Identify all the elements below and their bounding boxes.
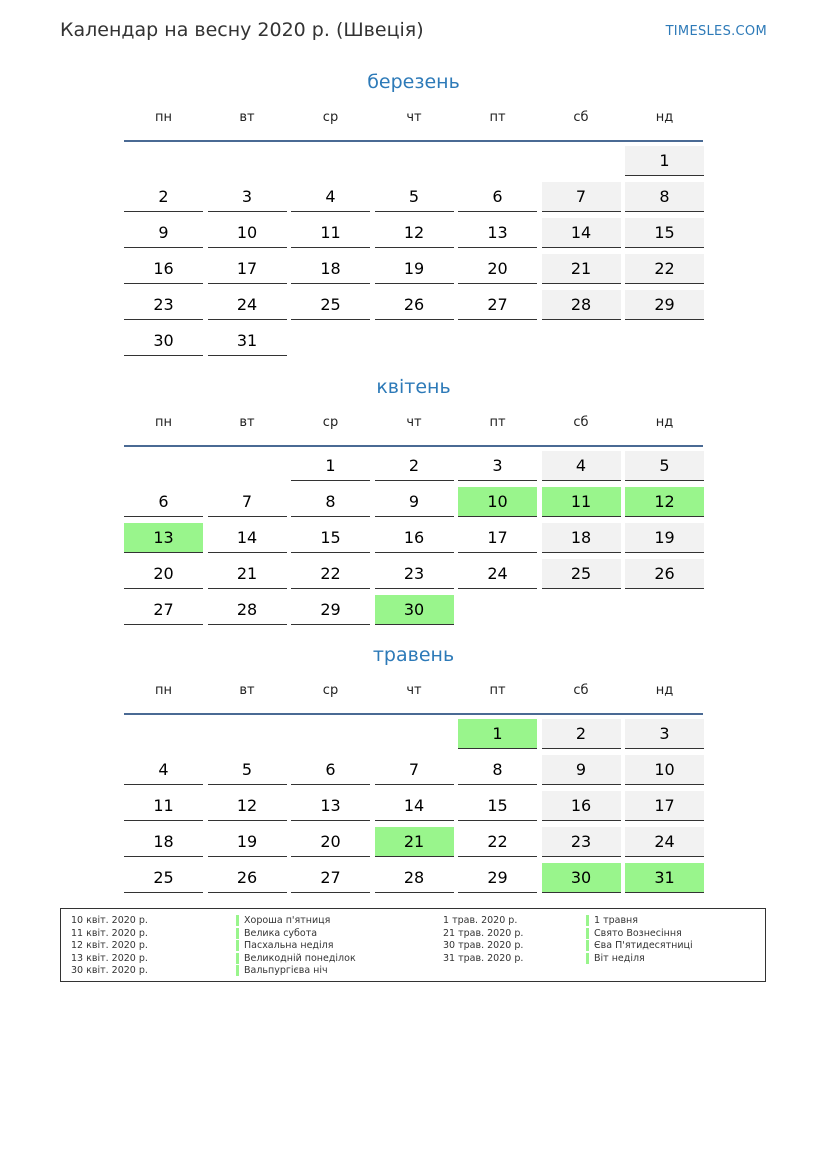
day-cell: 19 (625, 523, 704, 553)
month-name: березень (367, 71, 460, 93)
weekday-label: чт (406, 683, 422, 698)
day-cell: 10 (208, 218, 287, 248)
weekday-header (124, 401, 703, 447)
legend-holiday-name: Хороша п'ятниця (236, 915, 330, 926)
holiday-day-cell: 30 (375, 595, 454, 625)
weekday-label: чт (406, 110, 422, 125)
day-cell: 21 (542, 254, 621, 284)
day-cell: 11 (124, 791, 203, 821)
legend-holiday-name: Єва П'ятидесятниці (586, 940, 693, 951)
month-calendar (124, 373, 703, 619)
day-cell: 6 (291, 755, 370, 785)
day-cell: 9 (124, 218, 203, 248)
month-name: травень (372, 644, 455, 666)
day-cell: 28 (542, 290, 621, 320)
legend-date: 30 трав. 2020 р. (443, 940, 524, 952)
weekday-label: пт (489, 683, 506, 698)
legend-date: 13 квіт. 2020 р. (71, 952, 148, 964)
day-cell: 13 (291, 791, 370, 821)
day-cell: 24 (458, 559, 537, 589)
day-cell: 20 (458, 254, 537, 284)
day-cell: 9 (375, 487, 454, 517)
day-cell: 8 (625, 182, 704, 212)
day-cell: 22 (625, 254, 704, 284)
day-cell: 27 (291, 863, 370, 893)
legend-date: 11 квіт. 2020 р. (71, 927, 148, 939)
day-cell: 25 (291, 290, 370, 320)
day-cell: 27 (124, 595, 203, 625)
weekday-label: пн (155, 415, 172, 430)
legend-date: 30 квіт. 2020 р. (71, 965, 148, 977)
day-cell: 16 (124, 254, 203, 284)
day-cell: 4 (291, 182, 370, 212)
day-cell: 13 (458, 218, 537, 248)
holiday-legend (60, 908, 766, 982)
day-cell: 30 (124, 326, 203, 356)
legend-holiday-name: Великодній понеділок (236, 953, 356, 964)
day-cell: 29 (291, 595, 370, 625)
day-cell: 17 (458, 523, 537, 553)
day-cell: 24 (208, 290, 287, 320)
weekday-label: вт (239, 683, 255, 698)
weekday-label: сб (573, 415, 589, 430)
day-cell: 17 (625, 791, 704, 821)
holiday-day-cell: 1 (458, 719, 537, 749)
day-cell: 10 (625, 755, 704, 785)
day-cell: 27 (458, 290, 537, 320)
weekday-label: пн (155, 683, 172, 698)
legend-holiday-name: Вальпургієва ніч (236, 965, 328, 976)
day-cell: 17 (208, 254, 287, 284)
day-cell: 2 (542, 719, 621, 749)
day-cell: 7 (208, 487, 287, 517)
day-cell: 9 (542, 755, 621, 785)
weekday-header (124, 96, 703, 142)
day-cell: 15 (458, 791, 537, 821)
holiday-day-cell: 11 (542, 487, 621, 517)
day-cell: 16 (542, 791, 621, 821)
weekday-label: нд (655, 415, 674, 430)
weekday-label: вт (239, 110, 255, 125)
legend-holiday-name: Віт неділя (586, 953, 645, 964)
day-cell: 3 (208, 182, 287, 212)
day-cell: 23 (542, 827, 621, 857)
day-cell: 2 (124, 182, 203, 212)
day-cell: 5 (375, 182, 454, 212)
day-cell: 26 (375, 290, 454, 320)
day-cell: 18 (291, 254, 370, 284)
day-cell: 6 (458, 182, 537, 212)
day-cell: 25 (124, 863, 203, 893)
day-cell: 11 (291, 218, 370, 248)
day-cell: 4 (124, 755, 203, 785)
weekday-label: ср (322, 110, 339, 125)
weekday-label: нд (655, 683, 674, 698)
day-cell: 31 (208, 326, 287, 356)
day-cell: 25 (542, 559, 621, 589)
holiday-day-cell: 21 (375, 827, 454, 857)
legend-holiday-name: Велика субота (236, 928, 317, 939)
day-cell: 15 (291, 523, 370, 553)
legend-holiday-name: Свято Вознесіння (586, 928, 682, 939)
month-calendar (124, 68, 703, 350)
holiday-day-cell: 13 (124, 523, 203, 553)
day-cell: 28 (208, 595, 287, 625)
day-cell: 3 (458, 451, 537, 481)
legend-holiday-name: Пасхальна неділя (236, 940, 333, 951)
day-cell: 18 (124, 827, 203, 857)
site-link[interactable]: TIMESLES.COM (665, 24, 767, 39)
day-cell: 1 (291, 451, 370, 481)
day-cell: 14 (375, 791, 454, 821)
holiday-day-cell: 12 (625, 487, 704, 517)
day-cell: 15 (625, 218, 704, 248)
day-cell: 18 (542, 523, 621, 553)
weekday-label: ср (322, 415, 339, 430)
day-cell: 21 (208, 559, 287, 589)
weekday-label: нд (655, 110, 674, 125)
month-calendar (124, 641, 703, 887)
day-cell: 28 (375, 863, 454, 893)
weekday-label: вт (239, 415, 255, 430)
day-cell: 29 (625, 290, 704, 320)
day-cell: 8 (291, 487, 370, 517)
day-cell: 12 (375, 218, 454, 248)
weekday-label: сб (573, 110, 589, 125)
holiday-day-cell: 10 (458, 487, 537, 517)
day-cell: 20 (124, 559, 203, 589)
day-cell: 5 (625, 451, 704, 481)
day-cell: 3 (625, 719, 704, 749)
day-cell: 26 (625, 559, 704, 589)
weekday-label: чт (406, 415, 422, 430)
month-name: квітень (376, 376, 451, 398)
day-cell: 20 (291, 827, 370, 857)
day-cell: 12 (208, 791, 287, 821)
day-cell: 24 (625, 827, 704, 857)
legend-date: 1 трав. 2020 р. (443, 915, 518, 926)
day-cell: 19 (375, 254, 454, 284)
page-title: Календар на весну 2020 р. (Швеція) (60, 19, 424, 41)
day-cell: 29 (458, 863, 537, 893)
day-cell: 23 (124, 290, 203, 320)
day-cell: 5 (208, 755, 287, 785)
day-cell: 22 (458, 827, 537, 857)
day-cell: 7 (542, 182, 621, 212)
day-cell: 4 (542, 451, 621, 481)
day-cell: 16 (375, 523, 454, 553)
day-cell: 7 (375, 755, 454, 785)
day-cell: 26 (208, 863, 287, 893)
weekday-label: пт (489, 110, 506, 125)
day-cell: 22 (291, 559, 370, 589)
day-cell: 8 (458, 755, 537, 785)
holiday-day-cell: 31 (625, 863, 704, 893)
legend-holiday-name: 1 травня (586, 915, 638, 926)
day-cell: 14 (208, 523, 287, 553)
weekday-label: пт (489, 415, 506, 430)
weekday-label: сб (573, 683, 589, 698)
holiday-day-cell: 30 (542, 863, 621, 893)
day-cell: 2 (375, 451, 454, 481)
weekday-header (124, 669, 703, 715)
weekday-label: ср (322, 683, 339, 698)
day-cell: 23 (375, 559, 454, 589)
day-cell: 19 (208, 827, 287, 857)
legend-date: 21 трав. 2020 р. (443, 927, 524, 939)
day-cell: 14 (542, 218, 621, 248)
day-cell: 6 (124, 487, 203, 517)
day-cell: 1 (625, 146, 704, 176)
legend-date: 31 трав. 2020 р. (443, 952, 524, 964)
legend-date: 12 квіт. 2020 р. (71, 940, 148, 952)
weekday-label: пн (155, 110, 172, 125)
legend-date: 10 квіт. 2020 р. (71, 915, 148, 926)
